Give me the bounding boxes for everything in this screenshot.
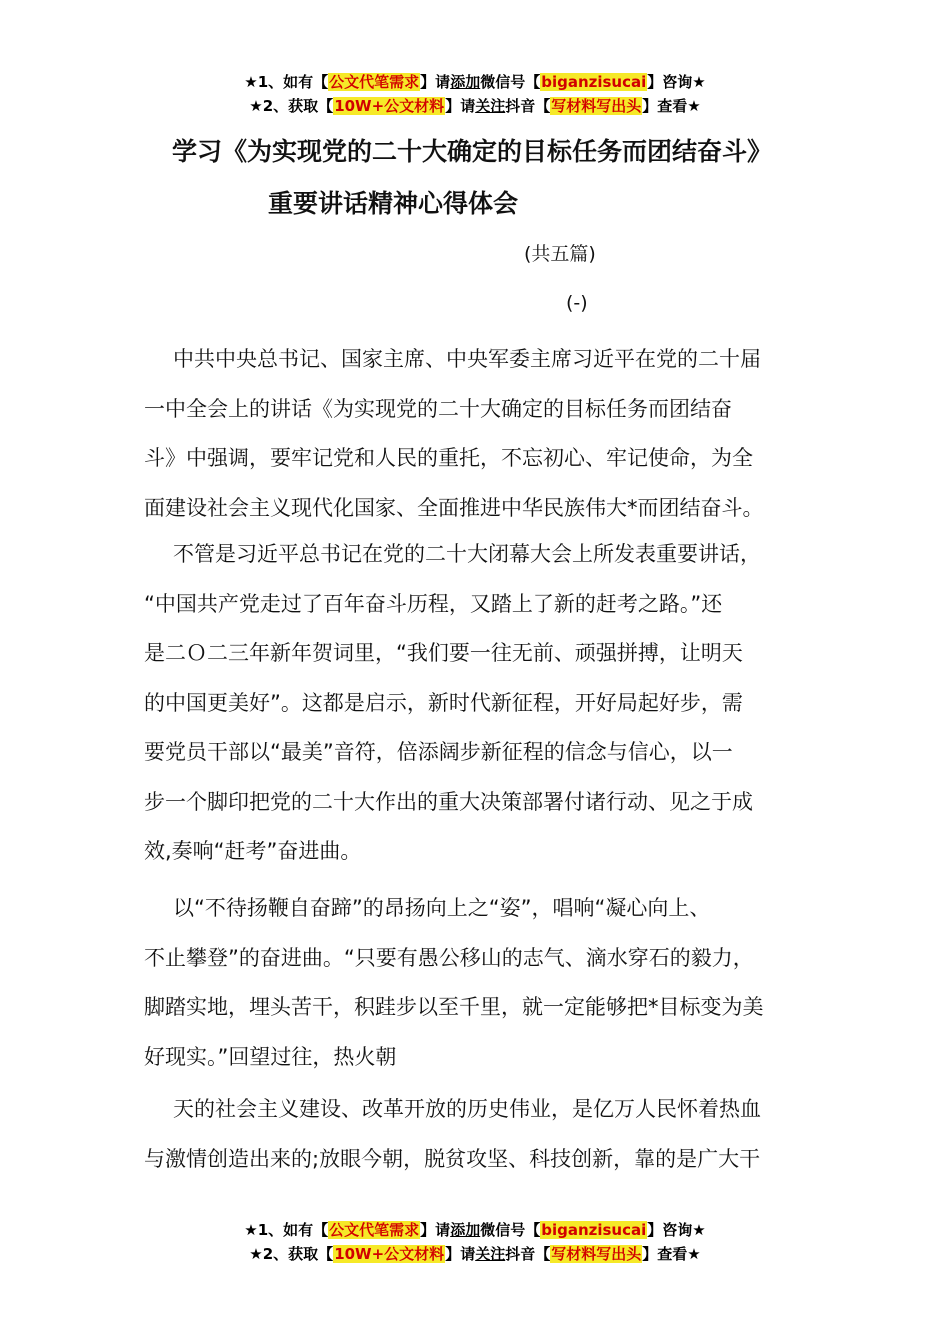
series-note: (共五篇) [524, 243, 596, 265]
text-line: 中共中央总书记、国家主席、中央军委主席习近平在党的二十届 [173, 347, 761, 371]
underlined-text: 添加 [450, 1221, 481, 1239]
paragraph-2 [144, 530, 812, 877]
highlight-text: 10W+公文材料 [334, 97, 445, 115]
promo-text: ★1、如有【 [244, 1221, 329, 1239]
section-number: (-) [566, 292, 588, 314]
text-line: 好现实。”回望过往，热火朝 [144, 1044, 397, 1069]
highlight-text: 公文代笔需求 [329, 73, 420, 91]
promo-line-1 [0, 70, 950, 94]
underlined-text: 关注 [475, 1245, 506, 1263]
underlined-text: 关注 [475, 97, 506, 115]
promo-text: 】查看★ [642, 97, 701, 115]
text-line: 脚踏实地，埋头苦干，积跬步以至千里，就一定能够把*目标变为美 [144, 995, 764, 1019]
promo-line-2 [0, 1242, 950, 1266]
text-line: 效,奏响“赶考”奋进曲。 [144, 839, 362, 863]
promo-line-2 [0, 94, 950, 118]
promo-text: 】咨询★ [647, 1221, 706, 1239]
text-line: 要党员干部以“最美”音符，倍添阔步新征程的信念与信心，以一 [144, 740, 733, 764]
promo-text: 】请 [420, 73, 451, 91]
douyin-account-highlight: 写材料写出头 [551, 1245, 642, 1263]
promo-text: 】请 [445, 97, 476, 115]
underlined-text: 添加 [450, 73, 481, 91]
promo-text: 抖音【 [505, 97, 551, 115]
promo-text: 】查看★ [642, 1245, 701, 1263]
paragraph-1 [144, 335, 812, 533]
promo-banner-top [0, 70, 950, 118]
highlight-text: 10W+公文材料 [334, 1245, 445, 1263]
promo-text: ★1、如有【 [244, 73, 329, 91]
text-line: 以“不待扬鞭自奋蹄”的昂扬向上之“姿”，唱响“凝心向上、 [173, 896, 711, 920]
text-line: 不管是习近平总书记在党的二十大闭幕大会上所发表重要讲话， [173, 542, 761, 566]
paragraph-4 [144, 1085, 812, 1184]
highlight-text: 公文代笔需求 [329, 1221, 420, 1239]
paragraph-3 [144, 884, 812, 1082]
promo-line-1 [0, 1218, 950, 1242]
promo-text: ★2、获取【 [249, 1245, 334, 1263]
promo-text: ★2、获取【 [249, 97, 334, 115]
text-line: “中国共产党走过了百年奋斗历程，又踏上了新的赶考之路。”还 [144, 591, 723, 616]
document-title: 学习《为实现党的二十大确定的目标任务而团结奋斗》 [172, 137, 773, 166]
wechat-id-highlight: biganzisucai [541, 73, 647, 91]
promo-banner-bottom [0, 1218, 950, 1266]
document-title-continued: 重要讲话精神心得体会 [268, 189, 519, 218]
text-line: 与激情创造出来的;放眼今朝，脱贫攻坚、科技创新，靠的是广大干 [144, 1146, 761, 1171]
text-line: 是二Ｏ二三年新年贺词里，“我们要一往无前、顽强拼搏，让明天 [144, 641, 743, 665]
text-line: 斗》中强调，要牢记党和人民的重托，不忘初心、牢记使命，为全 [144, 446, 753, 470]
promo-text: 微信号【 [480, 73, 541, 91]
promo-text: 】咨询★ [647, 73, 706, 91]
text-line: 面建设社会主义现代化国家、全面推进中华民族伟大*而团结奋斗。 [144, 495, 764, 520]
wechat-id-highlight: biganzisucai [541, 1221, 647, 1239]
text-line: 一中全会上的讲话《为实现党的二十大确定的目标任务而团结奋 [144, 396, 732, 421]
promo-text: 抖音【 [505, 1245, 551, 1263]
text-line: 的中国更美好”。这都是启示，新时代新征程，开好局起好步，需 [144, 690, 743, 715]
text-line: 步一个脚印把党的二十大作出的重大决策部署付诸行动、见之于成 [144, 789, 753, 814]
text-line: 天的社会主义建设、改革开放的历史伟业，是亿万人民怀着热血 [173, 1097, 761, 1121]
promo-text: 】请 [420, 1221, 451, 1239]
douyin-account-highlight: 写材料写出头 [551, 97, 642, 115]
text-line: 不止攀登”的奋进曲。“只要有愚公移山的志气、滴水穿石的毅力， [144, 945, 754, 970]
promo-text: 微信号【 [480, 1221, 541, 1239]
promo-text: 】请 [445, 1245, 476, 1263]
